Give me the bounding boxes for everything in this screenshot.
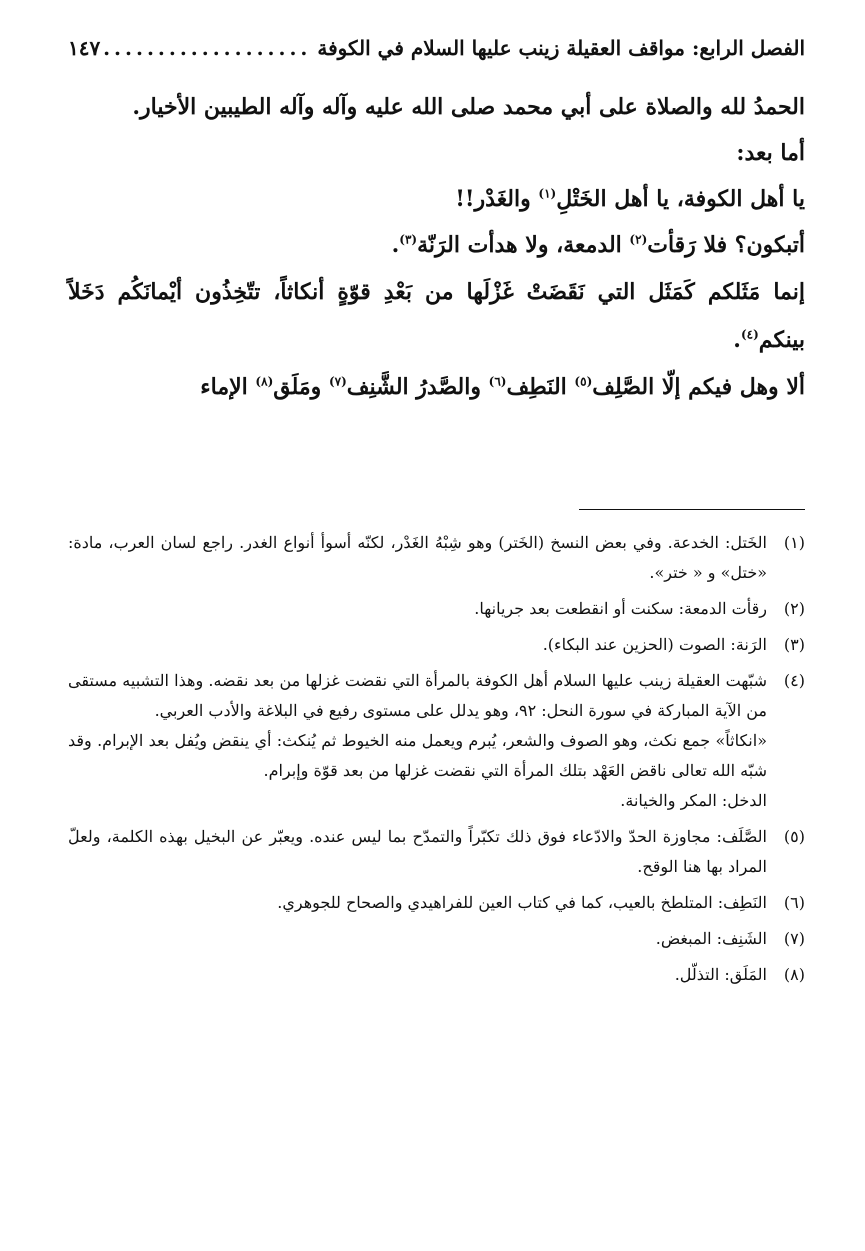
text-line: ألا وهل فيكم إلّا الصَّلِف$^{(٥)}$ النَطِف$^{(٦)}$ والصَّدرُ الشَّنِف$^{(٧)}$ ومَلَق$^{(٨)}$ الإماء [200, 374, 805, 400]
text-line: أما بعد: [736, 140, 805, 166]
footnote-number: (٥) [783, 827, 805, 846]
footnote-ref: (١) [538, 186, 557, 201]
chapter-title: الفصل الرابع: مواقف العقيلة زينب عليها السلام في الكوفة [317, 36, 805, 60]
footnote: (٨) المَلَق: التذلّل. [68, 960, 805, 990]
footnote-ref: (٧) [328, 374, 347, 389]
footnote-ref: (٤) [740, 327, 759, 342]
footnote-ref: (٣) [399, 232, 418, 247]
footnotes [68, 528, 805, 996]
footnote-number: (٦) [783, 893, 805, 912]
footnote: (٣) الرَنة: الصوت (الحزين عند البكاء). [68, 630, 805, 660]
footnote-number: (٢) [783, 599, 805, 618]
footnote: (١) الخَتل: الخدعة. وفي بعض النسخ (الخَتر) وهو شِبْهُ الغَدْر، لكنّه أسوأ أنواع الغدر. راجع لسان العرب، مادة: «ختل» و « ختر». [68, 528, 805, 588]
footnote-ref: (٥) [574, 374, 593, 389]
footnote-ref: (٢) [629, 232, 648, 247]
text-paragraph: إنما مَثَلكم كَمَثَل التي نَقَضَتْ غَزْلَها من بَعْدِ قوّةٍ أنكاثاً، تتّخِذُون أيْمانَكُم دَخَلاً بينكم$^{(٤)}$. [68, 279, 805, 353]
footnote: (٧) الشَنِف: المبغض. [68, 924, 805, 954]
footnote: (٢) رقأت الدمعة: سكنت أو انقطعت بعد جريانها. [68, 594, 805, 624]
footnote: (٦) النَطِف: المتلطخ بالعيب، كما في كتاب العين للفراهيدي والصحاح للجوهري. [68, 888, 805, 918]
footnote-number: (١) [783, 533, 805, 552]
footnote-ref: (٦) [488, 374, 507, 389]
footnote-number: (٧) [783, 929, 805, 948]
footnote-number: (٣) [783, 635, 805, 654]
page-number: ١٤٧ [68, 36, 101, 60]
footnote-ref: (٨) [255, 374, 274, 389]
text-line: يا أهل الكوفة، يا أهل الخَتْلِ$^{(١)}$ والغَدْر!! [455, 186, 805, 212]
running-header [68, 36, 805, 70]
footnote-number: (٨) [783, 965, 805, 984]
main-text [68, 84, 805, 410]
footnote-divider [579, 509, 805, 510]
footnote: (٤) شبّهت العقيلة زينب عليها السلام أهل الكوفة بالمرأة التي نقضت غزلها من بعد نقضه. وهذا التشبيه مستقى من الآية المباركة في سورة النحل: ٩٢، وهو يدلل على مستوى رفيع في البلاغة والأدب العربي. «انكاثاً» جمع نكث، وهو الصوف والشعر، يُبرم ويعمل منه الخيوط ثم يُنكث: أي ينقض ويُفل بعد الإبرام. وقد شبّه الله تعالى ناقض العَهْد بتلك المرأة التي نقضت غزلها من بعد قوّة وإبرام. الدخل: المكر والخيانة. [68, 666, 805, 816]
text-line: أتبكون؟ فلا رَقأت$^{(٢)}$ الدمعة، ولا هدأت الرَنّة$^{(٣)}$. [391, 232, 805, 258]
dot-leader: ................... [103, 36, 312, 60]
footnote-number: (٤) [783, 671, 805, 690]
text-line: الحمدُ لله والصلاة على أبي محمد صلى الله عليه وآله وآله الطيبين الأخيار. [132, 94, 805, 120]
footnote: (٥) الصَّلَف: مجاوزة الحدّ والادّعاء فوق ذلك تكبّراً والتمدّح بما ليس عنده. ويعبّر عن البخيل بهذه الكلمة، ولعلّ المراد بها هنا الوقح. [68, 822, 805, 882]
